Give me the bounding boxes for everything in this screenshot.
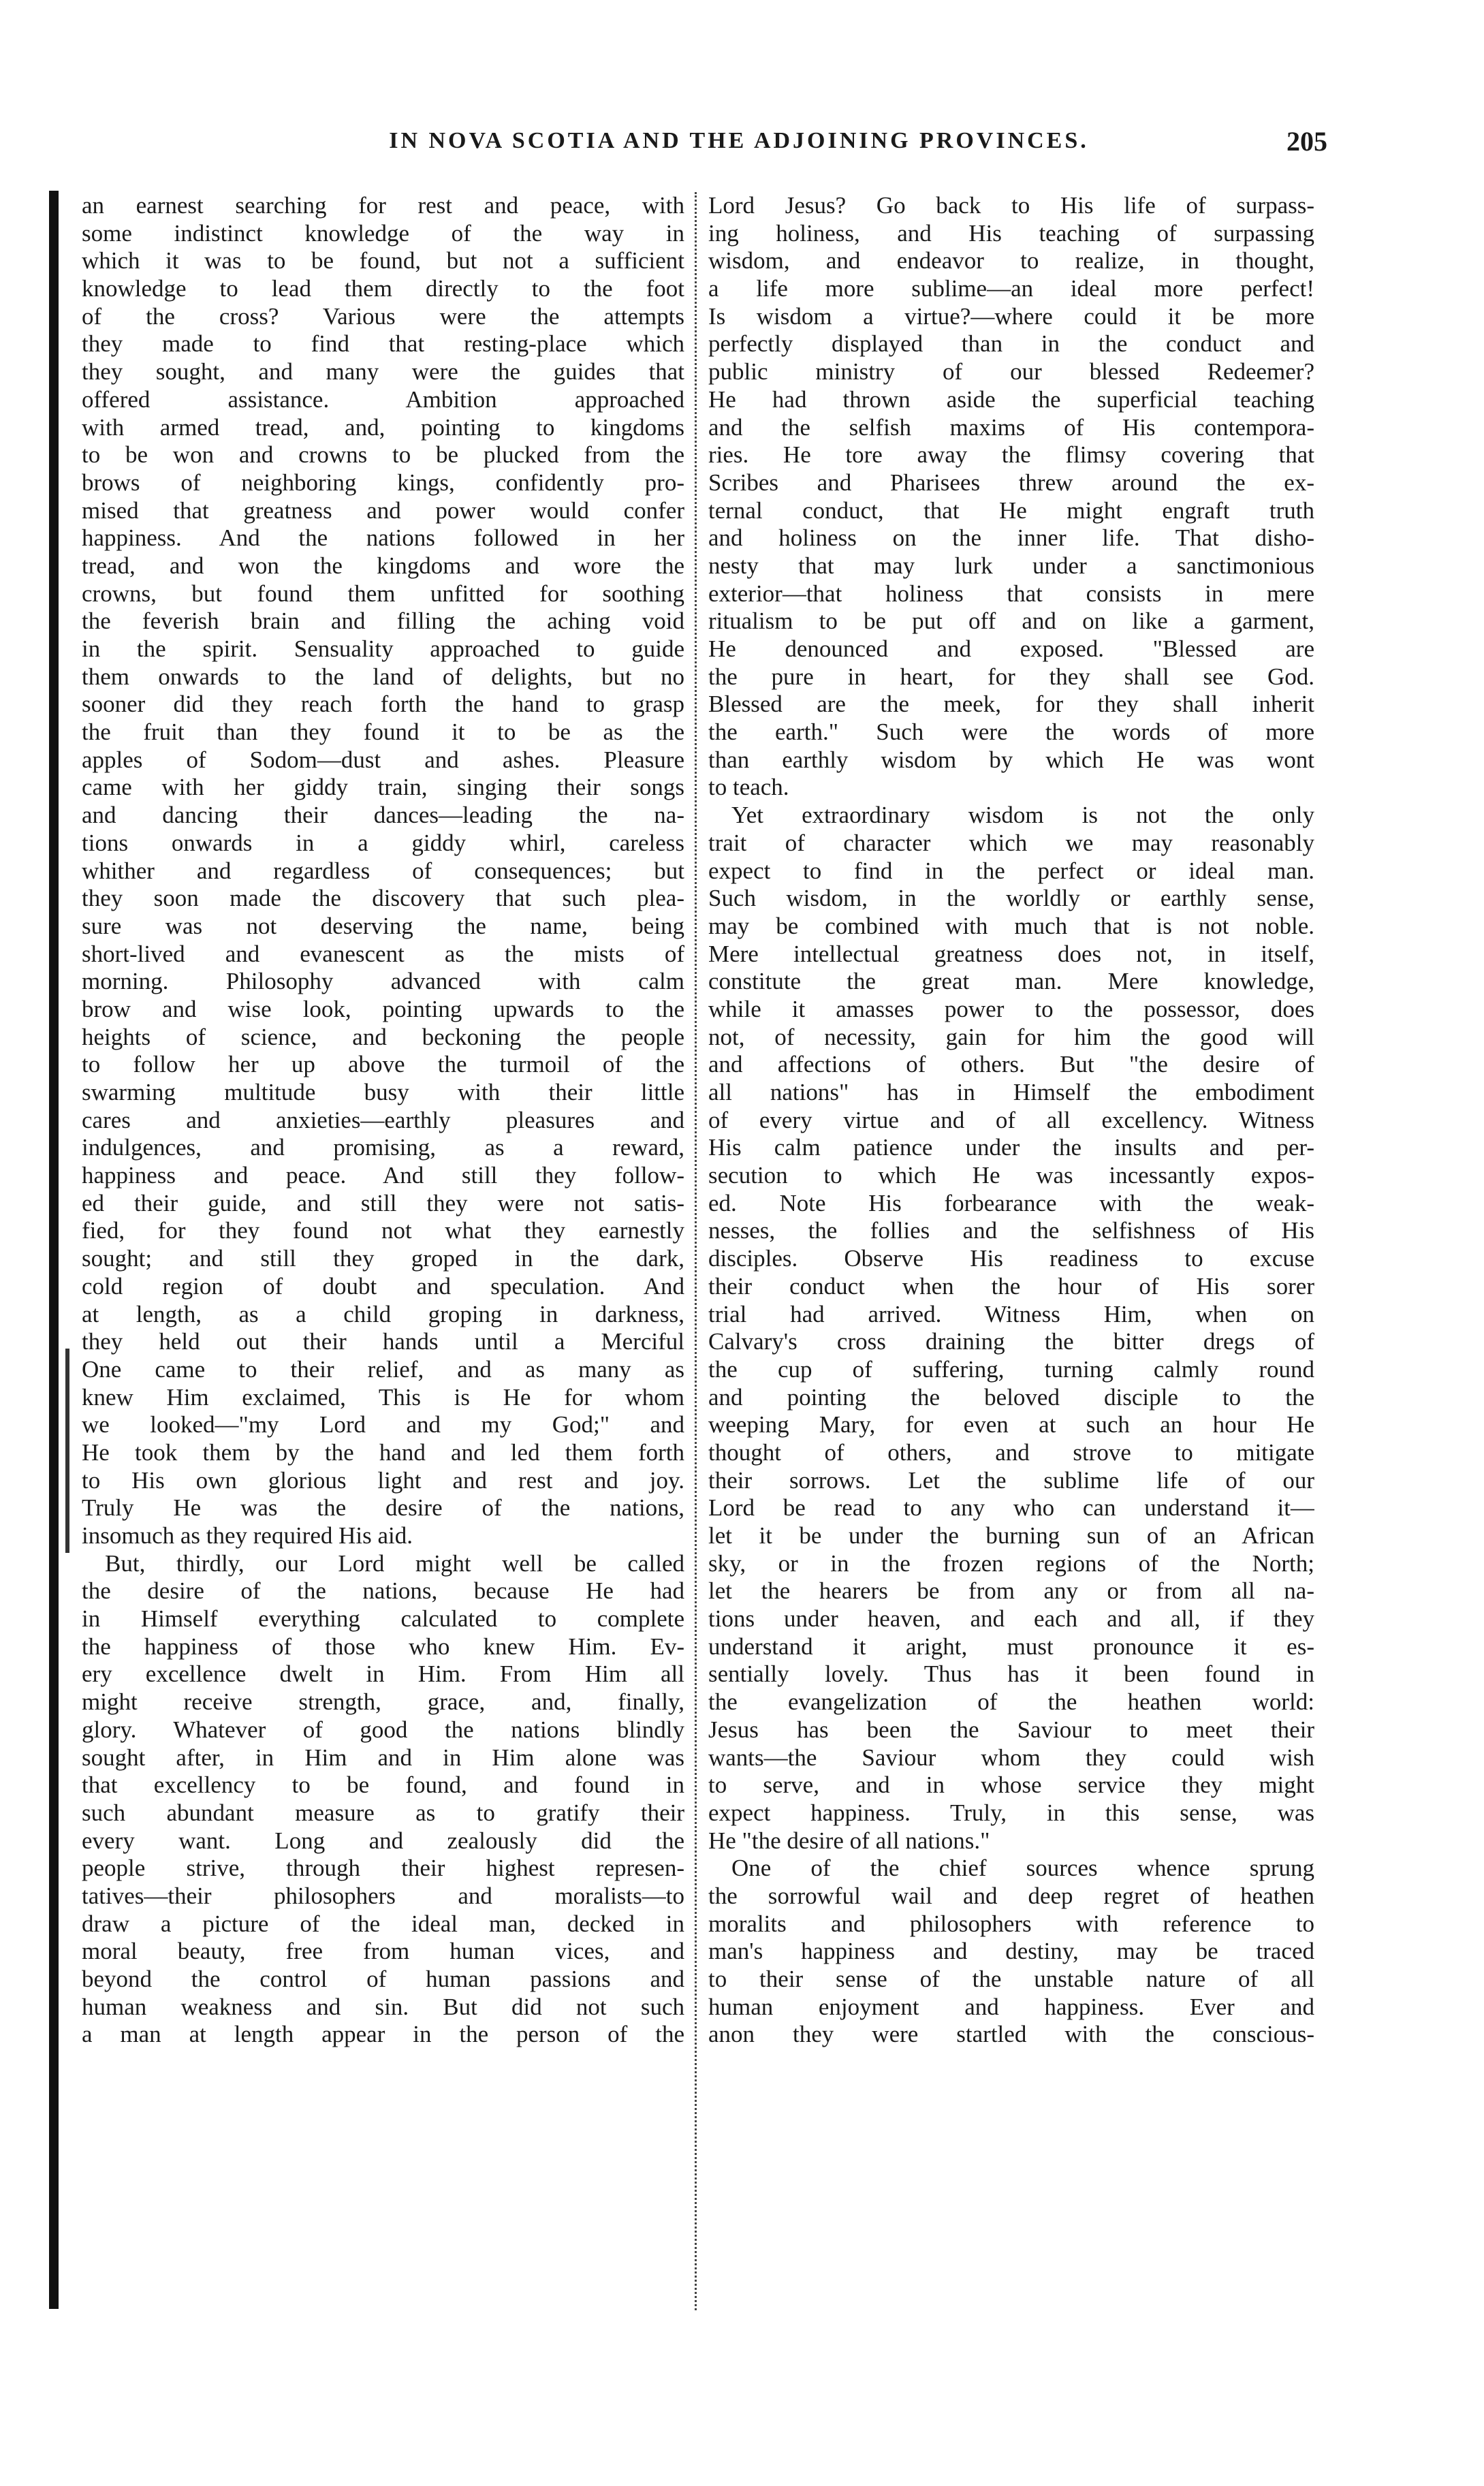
text-line: the sorrowful wail and deep regret of heathen [708, 1882, 1314, 1909]
text-line: One came to their relief, and as many as [82, 1355, 684, 1383]
text-line: anon they were startled with the conscious- [708, 2021, 1314, 2048]
text-line: He took them by the hand and led them forth [82, 1438, 684, 1466]
text-line: Scribes and Pharisees threw around the ex- [708, 469, 1314, 496]
text-line: brows of neighboring kings, confidently pro- [82, 469, 684, 496]
text-line: the cup of suffering, turning calmly round [708, 1355, 1314, 1383]
text-line: an earnest searching for rest and peace, with [82, 192, 684, 219]
text-line: to teach. [708, 774, 789, 801]
text-line: they held out their hands until a Merciful [82, 1328, 684, 1355]
text-line: exterior—that holiness that consists in mere [708, 580, 1314, 607]
text-line: to be won and crowns to be plucked from the [82, 441, 684, 469]
text-line: may be combined with much that is not noble. [708, 912, 1314, 939]
text-line: swarming multitude busy with their little [82, 1079, 684, 1105]
text-line: such abundant measure as to gratify their [82, 1799, 684, 1826]
text-line: sky, or in the frozen regions of the North; [708, 1549, 1314, 1577]
text-line: knowledge to lead them directly to the foot [82, 275, 684, 302]
text-line: moralits and philosophers with reference to [708, 1910, 1314, 1937]
text-line: let it be under the burning sun of an African [708, 1522, 1314, 1549]
text-line: weeping Mary, for even at such an hour He [708, 1411, 1314, 1438]
text-line: sure was not deserving the name, being [82, 912, 684, 939]
text-line: constitute the great man. Mere knowledge, [708, 968, 1314, 995]
text-line: every want. Long and zealously did the [82, 1827, 684, 1854]
text-line: Yet extraordinary wisdom is not the only [731, 802, 1314, 829]
text-line: they made to find that resting-place which [82, 330, 684, 358]
text-line: whither and regardless of consequences; but [82, 857, 684, 884]
text-line: might receive strength, grace, and, finally, [82, 1688, 684, 1716]
text-line: the happiness of those who knew Him. Ev- [82, 1633, 684, 1660]
text-line: crowns, but found them unfitted for soothing [82, 580, 684, 607]
text-line: and holiness on the inner life. That disho- [708, 524, 1314, 552]
text-line: to serve, and in whose service they might [708, 1772, 1314, 1799]
text-line: disciples. Observe His readiness to excuse [708, 1245, 1314, 1272]
text-line: apples of Sodom—dust and ashes. Pleasure [82, 746, 684, 773]
margin-bar [49, 191, 59, 2309]
text-line: offered assistance. Ambition approached [82, 386, 684, 413]
text-line: human weakness and sin. But did not such [82, 1993, 684, 2020]
text-line: He denounced and exposed. "Blessed are [708, 635, 1314, 662]
running-head: IN NOVA SCOTIA AND THE ADJOINING PROVINCES. [389, 128, 1089, 153]
text-line: with armed tread, and, pointing to kingdoms [82, 413, 684, 441]
text-line: secution to which He was incessantly expos- [708, 1162, 1314, 1189]
text-line: came with her giddy train, singing their songs [82, 774, 684, 801]
text-line: public ministry of our blessed Redeemer? [708, 358, 1314, 386]
text-line: draw a picture of the ideal man, decked in [82, 1910, 684, 1937]
text-line: all nations" has in Himself the embodiment [708, 1079, 1314, 1105]
text-line: But, thirdly, our Lord might well be called [105, 1549, 684, 1577]
text-line: they sought, and many were the guides that [82, 358, 684, 386]
right-column [708, 192, 1314, 2317]
text-line: glory. Whatever of good the nations blindly [82, 1716, 684, 1743]
text-line: Such wisdom, in the worldly or earthly sense, [708, 885, 1314, 912]
text-line: ries. He tore away the flimsy covering that [708, 441, 1314, 469]
text-line: Lord be read to any who can understand it— [708, 1494, 1314, 1522]
text-line: expect happiness. Truly, in this sense, was [708, 1799, 1314, 1826]
text-line: the desire of the nations, because He had [82, 1577, 684, 1605]
text-line: He had thrown aside the superficial teaching [708, 386, 1314, 413]
text-line: nesty that may lurk under a sanctimonious [708, 552, 1314, 579]
text-line: their sorrows. Let the sublime life of our [708, 1466, 1314, 1494]
text-line: ternal conduct, that He might engraft truth [708, 497, 1314, 524]
text-line: Blessed are the meek, for they shall inherit [708, 691, 1314, 718]
text-line: Truly He was the desire of the nations, [82, 1494, 684, 1522]
text-line: morning. Philosophy advanced with calm [82, 968, 684, 995]
text-line: the evangelization of the heathen world: [708, 1688, 1314, 1716]
text-line: not, of necessity, gain for him the good will [708, 1023, 1314, 1050]
left-column [82, 192, 684, 2317]
text-line: Lord Jesus? Go back to His life of surpass- [708, 192, 1314, 219]
text-line: trait of character which we may reasonably [708, 829, 1314, 856]
text-line: the pure in heart, for they shall see God. [708, 663, 1314, 690]
text-line: ing holiness, and His teaching of surpassing [708, 219, 1314, 247]
text-line: thought of others, and strove to mitigate [708, 1438, 1314, 1466]
text-line: tions under heaven, and each and all, if they [708, 1605, 1314, 1633]
text-line: insomuch as they required His aid. [82, 1522, 413, 1549]
text-line: wisdom, and endeavor to realize, in thought, [708, 247, 1314, 274]
text-line: moral beauty, free from human vices, and [82, 1938, 684, 1965]
text-line: His calm patience under the insults and per- [708, 1134, 1314, 1161]
text-line: trial had arrived. Witness Him, when on [708, 1300, 1314, 1327]
text-line: beyond the control of human passions and [82, 1966, 684, 1992]
text-line: fied, for they found not what they earnestly [82, 1217, 684, 1244]
text-line: the feverish brain and filling the aching void [82, 608, 684, 635]
column-divider [695, 192, 697, 2310]
text-line: and affections of others. But "the desire of [708, 1051, 1314, 1078]
text-line: short-lived and evanescent as the mists of [82, 940, 684, 967]
margin-bar-secondary [65, 1349, 69, 1553]
text-line: tions onwards in a giddy whirl, careless [82, 829, 684, 856]
text-line: expect to find in the perfect or ideal man. [708, 857, 1314, 884]
text-line: knew Him exclaimed, This is He for whom [82, 1383, 684, 1411]
text-line: human enjoyment and happiness. Ever and [708, 1993, 1314, 2020]
text-line: to their sense of the unstable nature of all [708, 1966, 1314, 1992]
text-line: of every virtue and of all excellency. Witness [708, 1106, 1314, 1133]
text-line: and pointing the beloved disciple to the [708, 1383, 1314, 1411]
text-line: ed their guide, and still they were not satis- [82, 1189, 684, 1216]
text-line: which it was to be found, but not a sufficient [82, 247, 684, 274]
text-line: to follow her up above the turmoil of the [82, 1051, 684, 1078]
text-line: their conduct when the hour of His sorer [708, 1272, 1314, 1300]
text-line: Jesus has been the Saviour to meet their [708, 1716, 1314, 1743]
text-line: Mere intellectual greatness does not, in itself, [708, 940, 1314, 967]
text-line: He "the desire of all nations." [708, 1827, 990, 1854]
text-line: heights of science, and beckoning the people [82, 1023, 684, 1050]
text-line: that excellency to be found, and found in [82, 1772, 684, 1799]
text-line: sooner did they reach forth the hand to grasp [82, 691, 684, 718]
text-line: nesses, the follies and the selfishness of His [708, 1217, 1314, 1244]
text-line: to His own glorious light and rest and joy. [82, 1466, 684, 1494]
text-line: and the selfish maxims of His contempora- [708, 413, 1314, 441]
text-line: at length, as a child groping in darkness, [82, 1300, 684, 1327]
text-line: a man at length appear in the person of the [82, 2021, 684, 2048]
text-line: Is wisdom a virtue?—where could it be more [708, 302, 1314, 330]
text-line: the earth." Such were the words of more [708, 719, 1314, 746]
text-line: some indistinct knowledge of the way in [82, 219, 684, 247]
text-line: the fruit than they found it to be as the [82, 719, 684, 746]
text-line: they soon made the discovery that such plea- [82, 885, 684, 912]
page-header [0, 128, 1484, 162]
text-line: tread, and won the kingdoms and wore the [82, 552, 684, 579]
text-line: let the hearers be from any or from all na- [708, 1577, 1314, 1605]
text-line: we looked—"my Lord and my God;" and [82, 1411, 684, 1438]
text-line: Calvary's cross draining the bitter dregs of [708, 1328, 1314, 1355]
text-line: brow and wise look, pointing upwards to the [82, 995, 684, 1022]
text-line: mised that greatness and power would confer [82, 497, 684, 524]
text-line: in the spirit. Sensuality approached to guide [82, 635, 684, 662]
text-line: ritualism to be put off and on like a garment, [708, 608, 1314, 635]
text-line: ed. Note His forbearance with the weak- [708, 1189, 1314, 1216]
text-line: while it amasses power to the possessor, does [708, 995, 1314, 1022]
text-line: of the cross? Various were the attempts [82, 302, 684, 330]
text-line: sentially lovely. Thus has it been found in [708, 1661, 1314, 1688]
text-line: man's happiness and destiny, may be traced [708, 1938, 1314, 1965]
text-line: cares and anxieties—earthly pleasures and [82, 1106, 684, 1133]
text-line: in Himself everything calculated to complete [82, 1605, 684, 1633]
text-line: One of the chief sources whence sprung [731, 1855, 1314, 1882]
text-line: them onwards to the land of delights, but no [82, 663, 684, 690]
text-line: a life more sublime—an ideal more perfect! [708, 275, 1314, 302]
text-line: ery excellence dwelt in Him. From Him all [82, 1661, 684, 1688]
text-line: happiness. And the nations followed in her [82, 524, 684, 552]
text-line: understand it aright, must pronounce it es- [708, 1633, 1314, 1660]
text-line: sought; and still they groped in the dark, [82, 1245, 684, 1272]
text-line: happiness and peace. And still they follow- [82, 1162, 684, 1189]
text-line: perfectly displayed than in the conduct and [708, 330, 1314, 358]
text-line: wants—the Saviour whom they could wish [708, 1744, 1314, 1771]
text-line: cold region of doubt and speculation. And [82, 1272, 684, 1300]
text-line: tatives—their philosophers and moralists—to [82, 1882, 684, 1909]
text-line: people strive, through their highest represen- [82, 1855, 684, 1882]
text-line: indulgences, and promising, as a reward, [82, 1134, 684, 1161]
page-number: 205 [1286, 126, 1327, 157]
text-line: sought after, in Him and in Him alone was [82, 1744, 684, 1771]
text-line: and dancing their dances—leading the na- [82, 802, 684, 829]
text-line: than earthly wisdom by which He was wont [708, 746, 1314, 773]
